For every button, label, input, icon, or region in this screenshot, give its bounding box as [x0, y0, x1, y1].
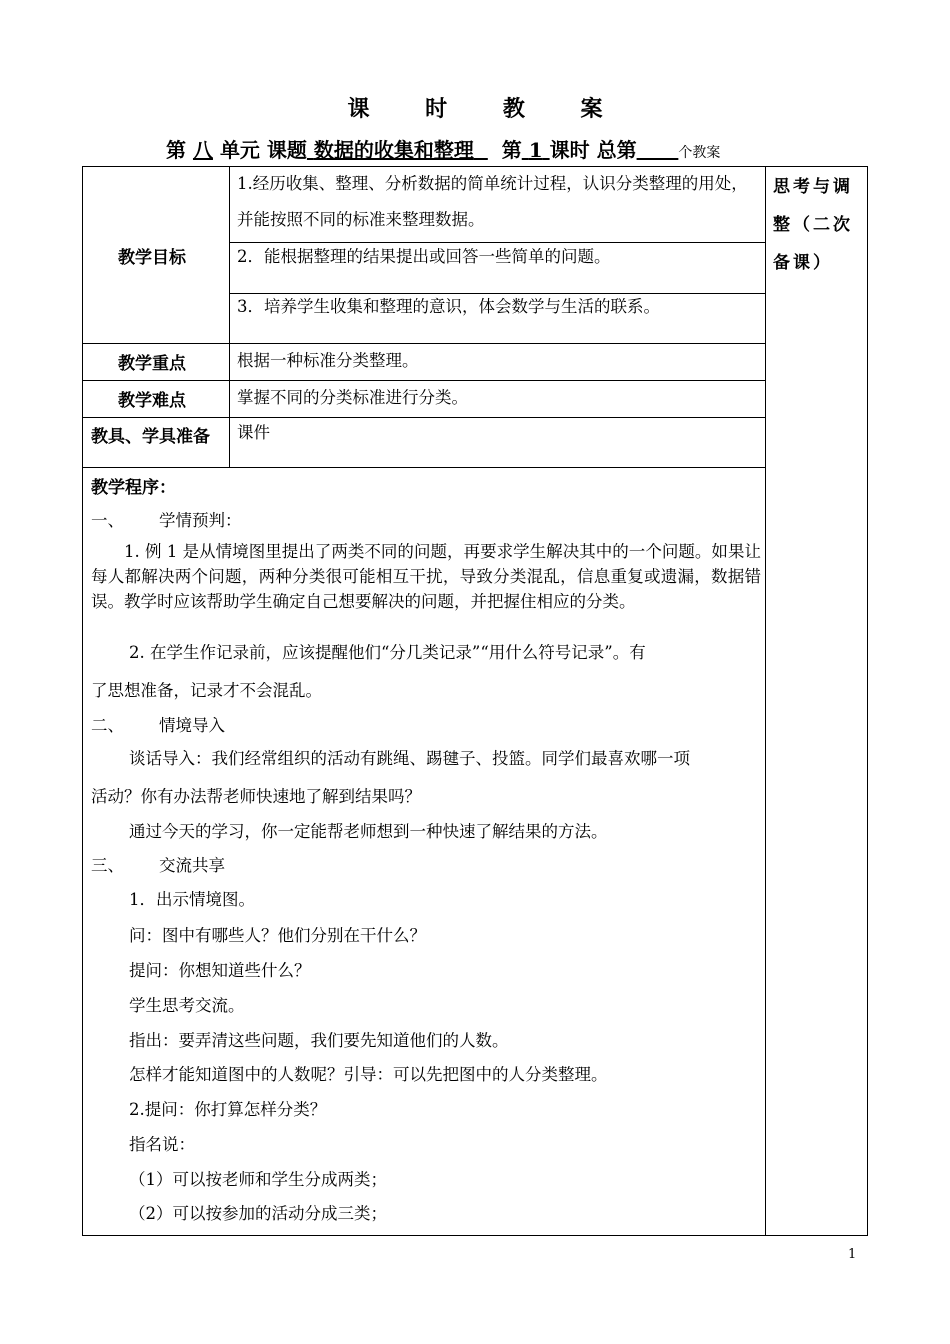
- unit-suffix: 单元 课题: [219, 138, 307, 162]
- section-2-paragraph-1b: 活动？你有办法帮老师快速地了解到结果吗？: [91, 787, 421, 806]
- lesson-number: 1: [528, 138, 543, 162]
- section-3-line: 怎样才能知道图中的人数呢？引导：可以先把图中的人分类整理。: [129, 1065, 608, 1084]
- section-3-line: 提问：你想知道些什么？: [129, 961, 311, 980]
- section-3-line: 指名说：: [129, 1135, 195, 1154]
- section-3-title: 交流共享: [159, 856, 225, 875]
- revision-notes-heading: 思考与调整（二次备课）: [773, 177, 853, 273]
- tools-text: 课件: [237, 423, 270, 442]
- section-3-line: （1）可以按老师和学生分成两类；: [129, 1170, 387, 1189]
- section-1-paragraph-1: 1. 例 1 是从情境图里提出了两类不同的问题，再要求学生解决其中的一个问题。如果让每人都解决两个问题，两种分类很可能相互干扰，导致分类混乱，信息重复或遗漏，数据错误。教学时应该帮助学生确定自己想要解决的问题，并把握住相应的分类。: [91, 542, 761, 611]
- key-point-label: 教学重点: [118, 354, 186, 374]
- plan-suffix: 个教案: [678, 145, 721, 161]
- lesson-topic: 数据的收集和整理: [313, 138, 474, 162]
- section-3-line: （2）可以按参加的活动分成三类；: [129, 1204, 387, 1223]
- section-1-paragraph-2a: 2. 在学生作记录前，应该提醒他们“分几类记录”“用什么符号记录”。有: [129, 643, 646, 662]
- section-2-paragraph-2: 通过今天的学习，你一定能帮老师想到一种快速了解结果的方法。: [129, 822, 608, 841]
- objectives-label: 教学目标: [118, 248, 186, 268]
- tools-label: 教具、学具准备: [91, 427, 210, 447]
- section-3-line: 1．出示情境图。: [129, 890, 255, 909]
- section-3-line: 问：图中有哪些人？他们分别在干什么？: [129, 926, 426, 945]
- teaching-procedure: [91, 0, 761, 1236]
- section-3-line: 指出：要弄清这些问题，我们要先知道他们的人数。: [129, 1031, 509, 1050]
- section-3-line: 学生思考交流。: [129, 996, 245, 1015]
- section-2-number: 二、: [91, 716, 124, 735]
- section-1-paragraph-2b: 了思想准备，记录才不会混乱。: [91, 681, 322, 700]
- section-2-paragraph-1a: 谈话导入：我们经常组织的活动有跳绳、踢毽子、投篮。同学们最喜欢哪一项: [129, 749, 690, 768]
- section-2-title: 情境导入: [159, 716, 225, 735]
- lesson-suffix: 课时 总第: [549, 138, 637, 162]
- section-3-line: 2.提问：你打算怎样分类？: [129, 1100, 327, 1119]
- objective-1: 1.经历收集、整理、分析数据的简单统计过程，认识分类整理的用处，并能按照不同的标准来整理数据。: [237, 174, 748, 229]
- key-point-text: 根据一种标准分类整理。: [237, 351, 419, 370]
- objective-3: 3．培养学生收集和整理的意识，体会数学与生活的联系。: [237, 297, 660, 316]
- lesson-prefix: 第: [501, 138, 522, 162]
- side-column-divider: [765, 166, 766, 1236]
- section-3-number: 三、: [91, 856, 124, 875]
- unit-prefix: 第: [166, 138, 186, 162]
- procedure-heading: 教学程序：: [91, 478, 176, 498]
- unit-number: 八: [192, 138, 213, 162]
- page-number: 1: [848, 1247, 857, 1262]
- difficulty-label: 教学难点: [118, 391, 186, 411]
- objective-2: 2．能根据整理的结果提出或回答一些简单的问题。: [237, 247, 611, 266]
- difficulty-text: 掌握不同的分类标准进行分类。: [237, 388, 468, 407]
- section-1-title: 学情预判：: [159, 511, 242, 530]
- section-1-number: 一、: [91, 511, 124, 530]
- document-title: 课 时 教 案: [347, 96, 627, 122]
